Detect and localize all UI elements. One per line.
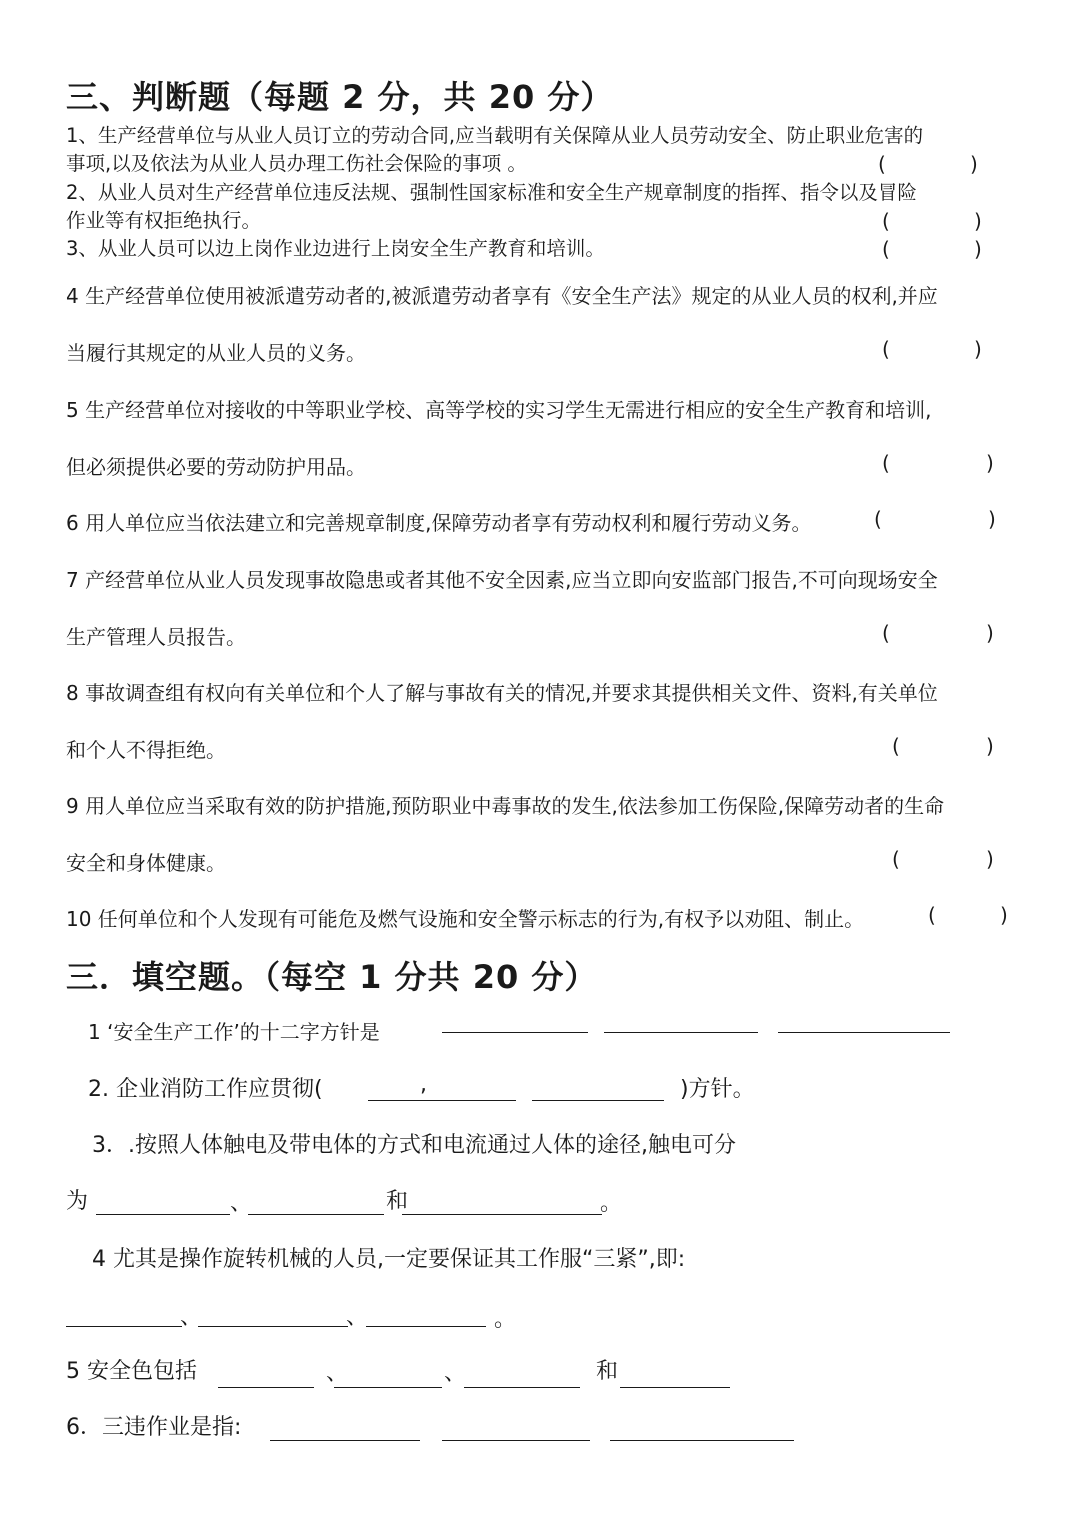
judge-q4-answer-close[interactable]: ): [974, 337, 982, 361]
fill-q5-blank-3[interactable]: [464, 1387, 580, 1388]
judge-q8-line2: 和个人不得拒绝。: [66, 738, 226, 762]
fill-q2-blank-2[interactable]: [426, 1100, 516, 1101]
fill-q3-sep: 、: [230, 1191, 253, 1216]
judge-q9-line2: 安全和身体健康。: [66, 851, 226, 875]
fill-q5-and: 和: [596, 1359, 619, 1384]
judge-q5-answer-open[interactable]: (: [882, 451, 890, 475]
judge-q7-line1: 7 产经营单位从业人员发现事故隐患或者其他不安全因素,应当立即向安监部门报告,不可向现场安全: [66, 568, 938, 592]
judge-q2-line2: 作业等有权拒绝执行。: [66, 209, 262, 232]
fill-q4-sep-1: 、: [180, 1305, 203, 1330]
judge-q10-answer-close[interactable]: ): [1000, 903, 1008, 927]
judge-q4-answer-open[interactable]: (: [882, 337, 890, 361]
judge-q6-answer-close[interactable]: ): [988, 507, 996, 531]
judge-q6-answer-open[interactable]: (: [874, 507, 882, 531]
fill-q1-blank-1[interactable]: [442, 1032, 588, 1033]
fill-q4-blank-1[interactable]: [66, 1326, 182, 1327]
judge-q3-answer-open[interactable]: (: [882, 237, 890, 261]
judge-q1-answer-open[interactable]: (: [878, 152, 886, 176]
judge-q4-line2: 当履行其规定的从业人员的义务。: [66, 341, 366, 365]
judge-q5-line1: 5 生产经营单位对接收的中等职业学校、高等学校的实习学生无需进行相应的安全生产教育和培训,: [66, 398, 932, 422]
fill-q5-sep-2: 、: [444, 1361, 467, 1386]
fill-q2-blank-3[interactable]: [532, 1100, 664, 1101]
judge-q5-answer-close[interactable]: ): [986, 451, 994, 475]
judge-q3-answer-close[interactable]: ): [974, 237, 982, 261]
judge-q1-answer-close[interactable]: ): [970, 152, 978, 176]
judge-q7-answer-close[interactable]: ): [986, 621, 994, 645]
judge-section-title: 三、判断题（每题 2 分，共 20 分）: [66, 78, 614, 116]
judge-q8-answer-open[interactable]: (: [892, 734, 900, 758]
judge-q10-answer-open[interactable]: (: [928, 903, 936, 927]
fill-q5-sep-1: 、: [326, 1361, 349, 1386]
judge-q2-answer-open[interactable]: (: [882, 209, 890, 233]
fill-q3-end: 。: [600, 1191, 623, 1216]
judge-q9-line1: 9 用人单位应当采取有效的防护措施,预防职业中毒事故的发生,依法参加工伤保险,保障劳动者的生命: [66, 794, 945, 818]
judge-q8-line1: 8 事故调查组有权向有关单位和个人了解与事故有关的情况,并要求其提供相关文件、资料,有关单位: [66, 681, 938, 705]
judge-q4-line1: 4 生产经营单位使用被派遣劳动者的,被派遣劳动者享有《安全生产法》规定的从业人员的权利,并应: [66, 284, 938, 308]
fill-q4-blank-3[interactable]: [366, 1326, 486, 1327]
judge-q5-line2: 但必须提供必要的劳动防护用品。: [66, 455, 366, 479]
judge-q9-answer-open[interactable]: (: [892, 847, 900, 871]
fill-q4-end: 。: [494, 1307, 517, 1332]
fill-q3-blank-1[interactable]: [96, 1214, 230, 1215]
judge-q6-line1: 6 用人单位应当依法建立和完善规章制度,保障劳动者享有劳动权利和履行劳动义务。: [66, 511, 812, 535]
judge-q2-line1: 2、从业人员对生产经营单位违反法规、强制性国家标准和安全生产规章制度的指挥、指令以及冒险: [66, 181, 917, 204]
fill-q6-blank-3[interactable]: [610, 1440, 794, 1441]
fill-q3-and: 和: [386, 1189, 409, 1214]
fill-q3-prefix: 为: [66, 1189, 89, 1214]
judge-q3-line1: 3、从业人员可以边上岗作业边进行上岗安全生产教育和培训。: [66, 237, 605, 260]
fill-q5-prefix: 5 安全色包括: [66, 1359, 197, 1384]
fill-q1-blank-3[interactable]: [778, 1032, 950, 1033]
judge-q7-answer-open[interactable]: (: [882, 621, 890, 645]
judge-q10-line1: 10 任何单位和个人发现有可能危及燃气设施和安全警示标志的行为,有权予以劝阻、制止。: [66, 907, 865, 931]
fill-q2-suffix: )方针。: [680, 1077, 755, 1102]
fill-section-title: 三．填空题。（每空 1 分共 20 分）: [66, 958, 598, 996]
fill-q3-blank-3[interactable]: [402, 1214, 602, 1215]
fill-q1-text: 1 ‘安全生产工作’的十二字方针是: [88, 1020, 380, 1044]
fill-q4-blank-2[interactable]: [198, 1326, 348, 1327]
fill-q6-blank-1[interactable]: [270, 1440, 420, 1441]
judge-q1-line2: 事项,以及依法为从业人员办理工伤社会保险的事项 。: [66, 152, 527, 175]
fill-q4-sep-2: 、: [346, 1305, 369, 1330]
fill-q2-blank-1[interactable]: [368, 1100, 426, 1101]
fill-q5-blank-2[interactable]: [334, 1387, 442, 1388]
fill-q2-prefix: 2. 企业消防工作应贯彻(: [88, 1077, 323, 1102]
judge-q7-line2: 生产管理人员报告。: [66, 625, 246, 649]
fill-q3-blank-2[interactable]: [248, 1214, 384, 1215]
fill-q6-prefix: 6．三违作业是指:: [66, 1415, 242, 1440]
fill-q5-blank-4[interactable]: [620, 1387, 730, 1388]
fill-q1-blank-2[interactable]: [604, 1032, 758, 1033]
judge-q1-line1: 1、生产经营单位与从业人员订立的劳动合同,应当载明有关保障从业人员劳动安全、防止职业危害的: [66, 124, 924, 147]
fill-q2-comma: ,: [420, 1072, 427, 1097]
fill-q6-blank-2[interactable]: [442, 1440, 590, 1441]
judge-q2-answer-close[interactable]: ): [974, 209, 982, 233]
judge-q9-answer-close[interactable]: ): [986, 847, 994, 871]
fill-q5-blank-1[interactable]: [218, 1387, 314, 1388]
fill-q3-line1: 3．.按照人体触电及带电体的方式和电流通过人体的途径,触电可分: [92, 1133, 736, 1158]
fill-q4-line1: 4 尤其是操作旋转机械的人员,一定要保证其工作服“三紧”,即:: [92, 1247, 686, 1272]
judge-q8-answer-close[interactable]: ): [986, 734, 994, 758]
